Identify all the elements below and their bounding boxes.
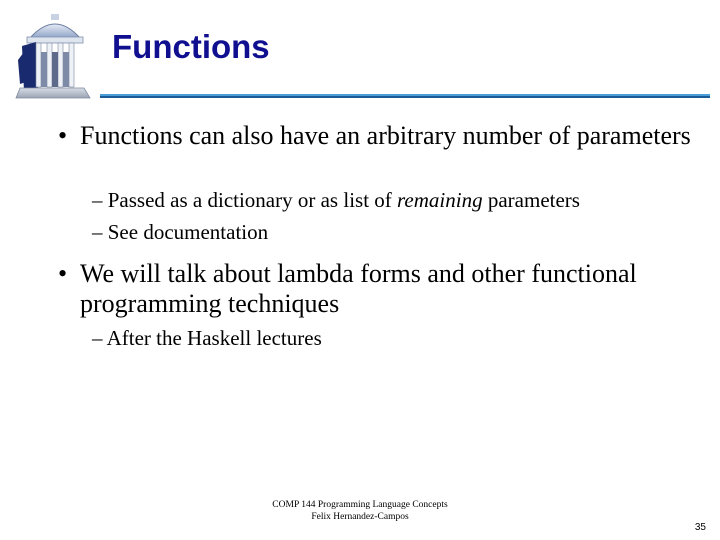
footer-author: Felix Hernandez-Campos bbox=[311, 512, 409, 522]
sub-bullet-text: – Passed as a dictionary or as list of bbox=[92, 188, 398, 212]
sub-bullet-text: – See documentation bbox=[92, 220, 269, 244]
bullet-text: Functions can also have an arbitrary number of parameters bbox=[80, 121, 691, 150]
sub-bullet-text-end: parameters bbox=[482, 188, 580, 212]
slide-title: Functions bbox=[112, 28, 270, 65]
sub-bullet-emphasis: remaining bbox=[397, 188, 483, 212]
sub-bullet-item bbox=[92, 326, 322, 350]
sub-bullet-text: – After the Haskell lectures bbox=[92, 326, 322, 350]
bullet-dot: • bbox=[58, 121, 68, 150]
bullet-text: We will talk about lambda forms and other functional programming techniques bbox=[80, 259, 637, 318]
footer-course: COMP 144 Programming Language Concepts bbox=[272, 500, 448, 510]
slide-footer bbox=[200, 499, 520, 523]
title-divider bbox=[100, 93, 710, 99]
bullet-dot: • bbox=[58, 259, 68, 288]
old-well-logo-icon bbox=[14, 12, 96, 102]
sub-bullet-item bbox=[92, 220, 268, 244]
page-number: 35 bbox=[694, 522, 706, 533]
sub-bullet-item bbox=[92, 188, 580, 212]
